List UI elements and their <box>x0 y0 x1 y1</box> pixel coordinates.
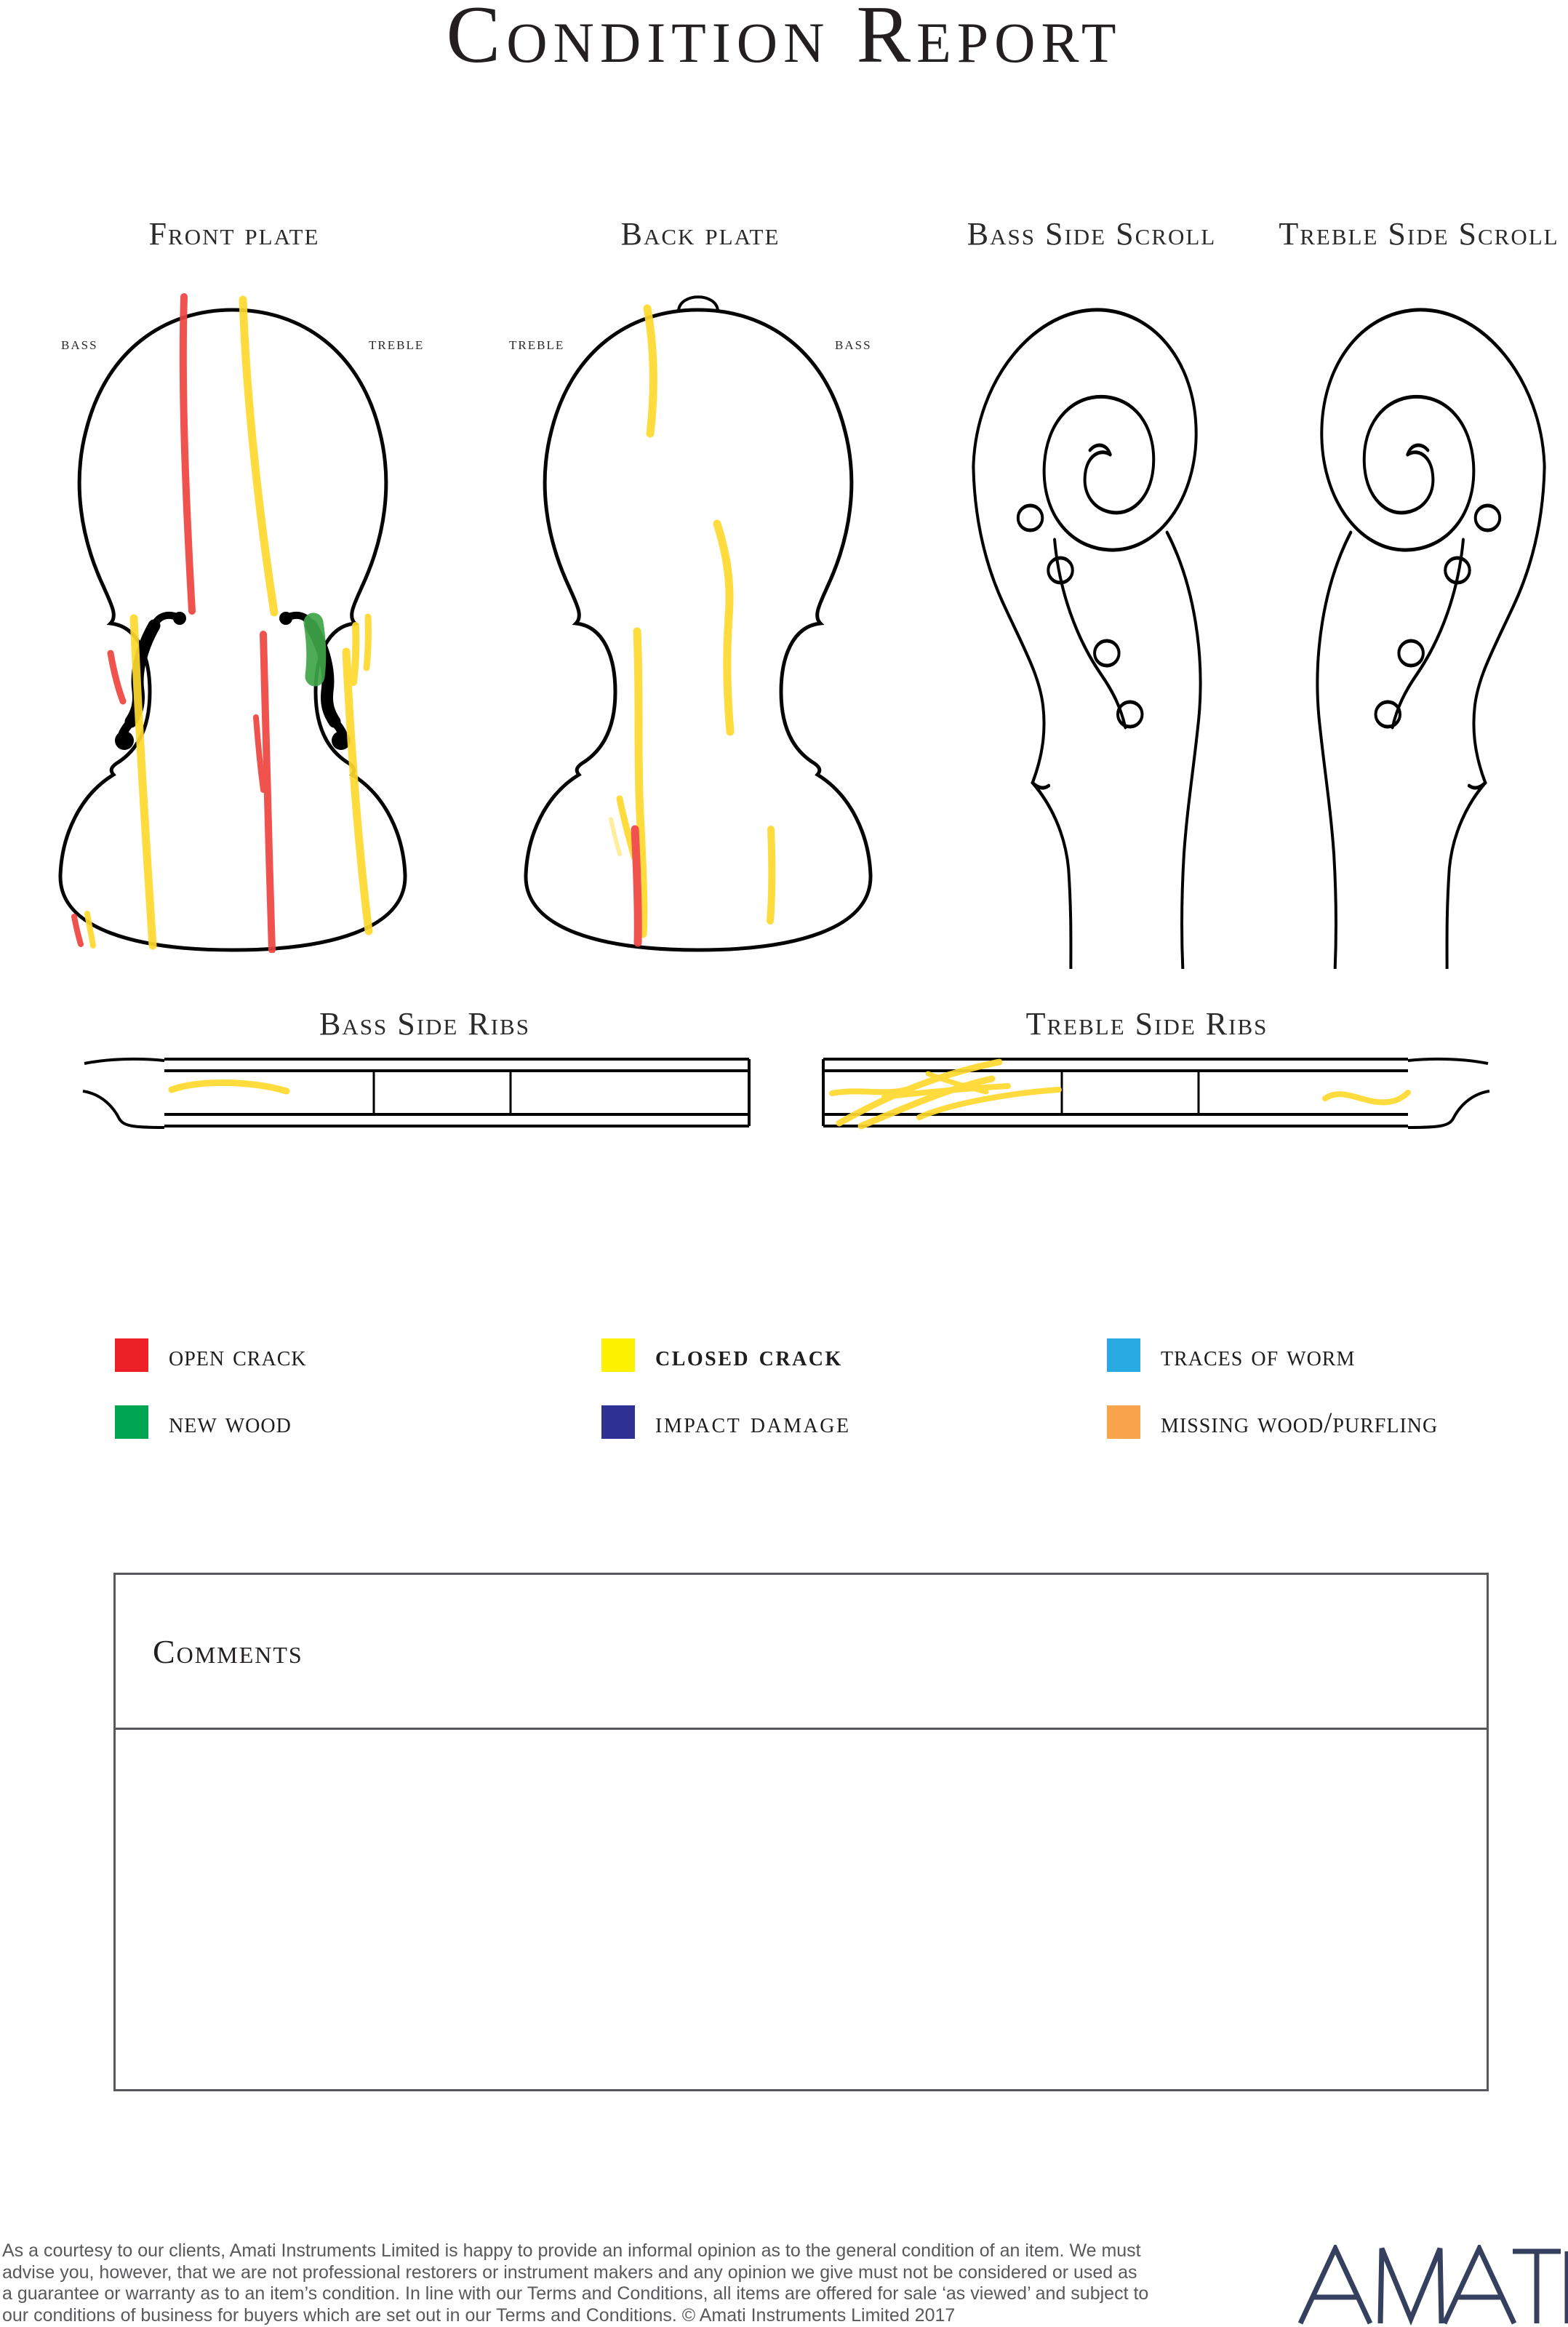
closed-crack-mark <box>367 617 368 668</box>
closed-crack-mark <box>353 626 356 682</box>
treble-scroll-heading: Treble Side Scroll <box>1279 216 1559 252</box>
open-crack-mark <box>74 917 81 944</box>
treble-scroll-outline <box>1317 310 1544 969</box>
comments-box <box>113 1573 1489 2091</box>
treble-ribs-heading: Treble Side Ribs <box>1025 1006 1268 1042</box>
back-plate-outline <box>526 310 871 950</box>
legend-item-open-crack <box>115 1338 307 1372</box>
comments-body <box>116 1730 1487 2087</box>
legend-label: closed crack <box>655 1338 843 1372</box>
front-plate-bass-label: bass <box>61 335 98 354</box>
legend-label: new wood <box>169 1405 292 1439</box>
footer-line: advise you, however, that we are not professional restorers or instrument makers and any opinion we give must not be considered or used as <box>2 2262 1137 2283</box>
legend-label: impact damage <box>655 1405 851 1439</box>
traces-of-worm-swatch <box>1107 1338 1140 1372</box>
letter-A <box>1300 2248 1370 2323</box>
open-crack-mark <box>183 297 192 611</box>
legend-label: traces of worm <box>1161 1338 1356 1372</box>
open-crack-mark <box>635 829 638 943</box>
legend-item-closed-crack <box>601 1338 843 1372</box>
letter-M <box>1380 2248 1441 2323</box>
footer-line: a guarantee or warranty as to an item’s condition. In line with our Terms and Conditions, all items are offered for sale ‘as viewed’ and subject to <box>2 2283 1149 2304</box>
closed-crack-mark <box>346 652 369 931</box>
closed-crack-mark <box>770 829 772 921</box>
legend-item-impact-damage <box>601 1405 851 1439</box>
back-plate-bass-label: bass <box>835 335 872 354</box>
footer-disclaimer <box>2 2240 1148 2326</box>
new-wood-swatch <box>115 1405 148 1439</box>
front-plate-treble-label: treble <box>369 335 425 354</box>
back-plate-diagram <box>495 290 902 953</box>
back-plate-treble-label: treble <box>509 335 565 354</box>
letter-A <box>1444 2248 1514 2323</box>
closed-crack-mark <box>243 300 274 612</box>
page-title: Condition Report <box>446 0 1122 80</box>
closed-crack-swatch <box>601 1338 635 1372</box>
bass-scroll-outline <box>973 310 1200 969</box>
amati-logo <box>1296 2245 1568 2326</box>
comments-title: Comments <box>153 1632 303 1670</box>
legend-item-traces-of-worm <box>1107 1338 1355 1372</box>
bass-ribs-outline <box>83 1059 749 1127</box>
front-plate-heading: Front plate <box>148 216 320 252</box>
bass-ribs-diagram <box>77 1053 761 1133</box>
impact-damage-swatch <box>601 1405 635 1439</box>
bass-ribs-heading: Bass Side Ribs <box>319 1006 530 1042</box>
open-crack-swatch <box>115 1338 148 1372</box>
legend-label: open crack <box>169 1338 307 1372</box>
amati-logo-letters <box>1300 2248 1567 2323</box>
back-plate-heading: Back plate <box>620 216 780 252</box>
treble-scroll-diagram <box>1305 278 1549 969</box>
closed-crack-mark <box>87 914 93 946</box>
footer-line: As a courtesy to our clients, Amati Instruments Limited is happy to provide an informal opinion as to the general condition of an item. We must <box>2 2240 1141 2261</box>
legend-item-missing-wood-purfling <box>1107 1405 1438 1439</box>
legend-item-new-wood <box>115 1405 292 1439</box>
open-crack-mark <box>111 653 123 701</box>
footer-line: our conditions of business for buyers which are set out in our Terms and Conditions. © Amati Instruments Limited 2017 <box>2 2304 956 2326</box>
legend-label: missing wood/purfling <box>1161 1405 1439 1439</box>
new-wood-mark <box>313 623 316 676</box>
closed-crack-mark <box>172 1082 287 1091</box>
bass-scroll-diagram <box>969 278 1212 969</box>
treble-ribs-diagram <box>817 1053 1501 1133</box>
letter-T <box>1513 2251 1561 2323</box>
bass-scroll-heading: Bass Side Scroll <box>967 216 1217 252</box>
bass-f-hole-lower-eye <box>115 731 134 750</box>
comments-header <box>116 1575 1487 1730</box>
front-plate-diagram <box>29 290 436 953</box>
missing-wood-purfling-swatch <box>1107 1405 1140 1439</box>
